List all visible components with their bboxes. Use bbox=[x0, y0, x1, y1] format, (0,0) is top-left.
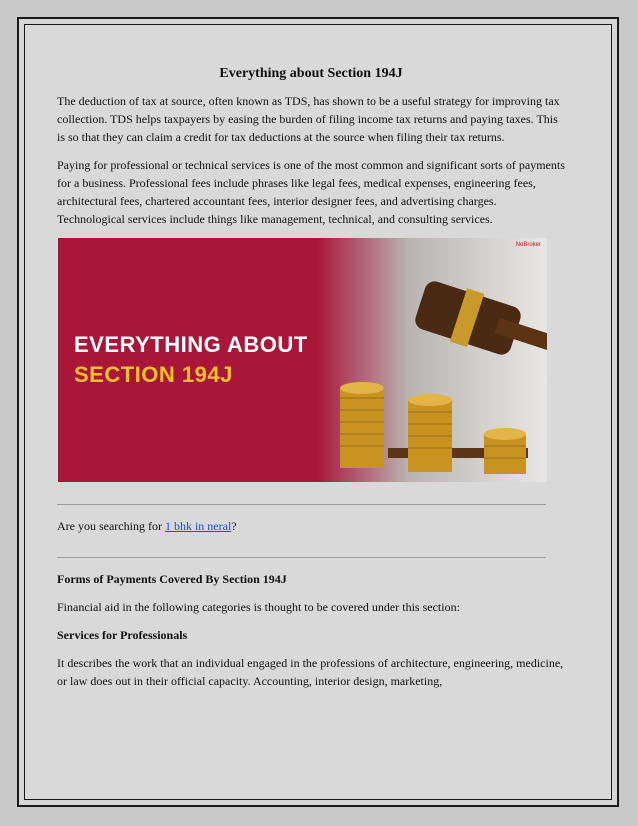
search-line bbox=[57, 517, 565, 535]
page-title: Everything about Section 194J bbox=[219, 66, 403, 81]
section-heading-services: Services for Professionals bbox=[57, 628, 188, 642]
divider bbox=[57, 557, 546, 558]
divider bbox=[57, 504, 546, 505]
coin-stack-2 bbox=[408, 394, 452, 472]
gavel-icon bbox=[412, 276, 547, 376]
banner-logo: NoBroker bbox=[515, 242, 541, 248]
search-line-prefix: Are you searching for bbox=[57, 519, 165, 533]
paragraph-professional-fees: Paying for professional or technical services is one of the most common and significant sorts of payments for a business. Professional fees include phrases like legal fees, medical expenses, engineering fees, architectural fees, chartered accountant fees, interior designer fees, and advertising charges. Technological services include things like management, technical, and consulting services. bbox=[57, 158, 565, 226]
banner-line2: SECTION 194J bbox=[74, 362, 233, 387]
paragraph-services: It describes the work that an individual engaged in the professions of architecture, engineering, medicine, or law does out in their official capacity. Accounting, interior design, marketing, bbox=[57, 656, 564, 688]
paragraph-forms-intro: Financial aid in the following categories is thought to be covered under this section: bbox=[57, 600, 460, 614]
banner-line1: EVERYTHING ABOUT bbox=[74, 332, 308, 357]
link-1bhk-neral[interactable]: 1 bhk in neral bbox=[164, 519, 232, 533]
paragraph-intro: The deduction of tax at source, often known as TDS, has shown to be a useful strategy for improving tax collection. TDS helps taxpayers by easing the burden of filing income tax returns and paying taxes. This is so that they can claim a credit for tax deductions at the source when filing their tax returns. bbox=[57, 94, 560, 144]
section-heading-forms: Forms of Payments Covered By Section 194J bbox=[57, 572, 287, 586]
coin-stack-1 bbox=[340, 382, 384, 468]
banner-image bbox=[58, 238, 547, 482]
banner-headline bbox=[74, 330, 308, 390]
search-line-suffix: ? bbox=[231, 519, 237, 533]
document-body bbox=[57, 66, 565, 700]
coin-stack-3 bbox=[484, 428, 526, 474]
